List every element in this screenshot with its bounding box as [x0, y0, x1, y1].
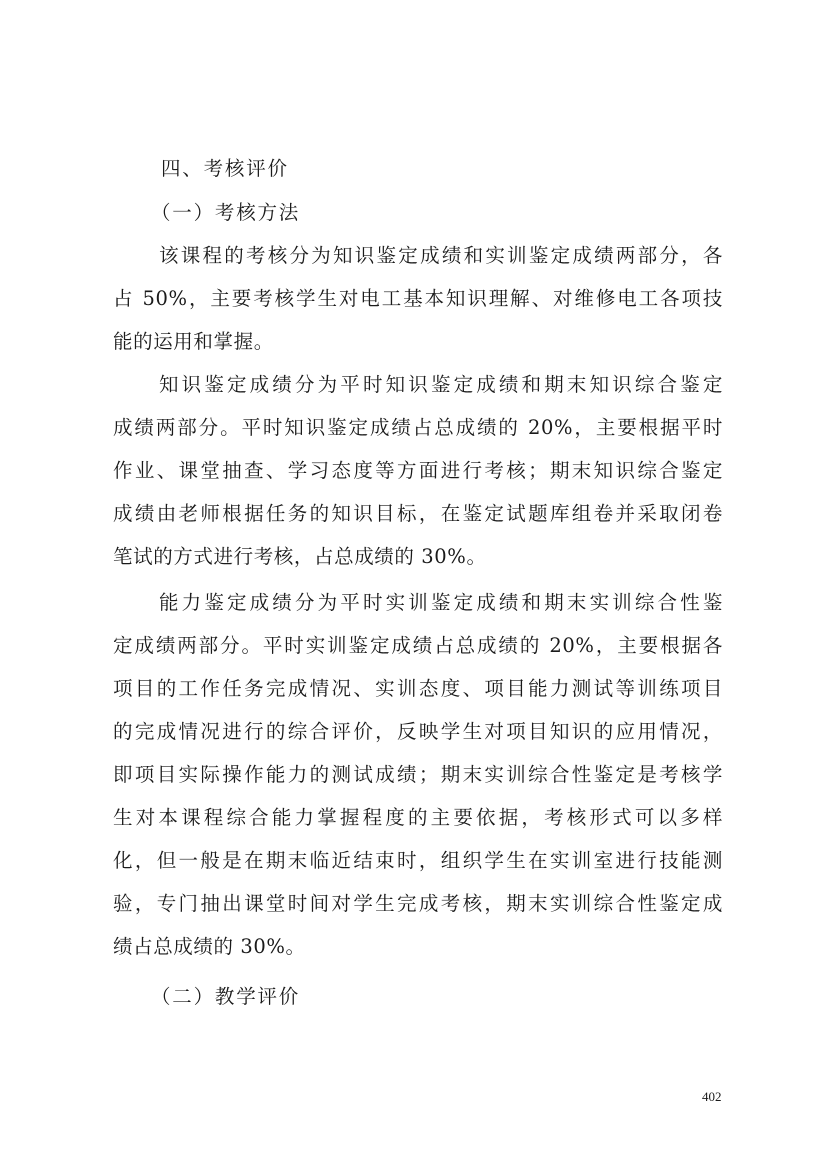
paragraph-3-line-4: 的完成情况进行的综合评价，反映学生对项目知识的应用情况， [113, 720, 723, 743]
paragraph-1-line-2: 占 50%，主要考核学生对电工基本知识理解、对维修电工各项技 [113, 287, 723, 310]
paragraph-3-line-7: 化，但一般是在期末临近结束时，组织学生在实训室进行技能测 [113, 849, 723, 872]
paragraph-3-line-6: 生对本课程综合能力掌握程度的主要依据，考核形式可以多样 [113, 806, 723, 829]
paragraph-3-line-1: 能力鉴定成绩分为平时实训鉴定成绩和期末实训综合性鉴 [159, 591, 723, 614]
paragraph-3-line-3: 项目的工作任务完成情况、实训态度、项目能力测试等训练项目 [113, 677, 723, 700]
paragraph-3-line-9: 绩占总成绩的 30%。 [113, 935, 306, 958]
paragraph-2-line-1: 知识鉴定成绩分为平时知识鉴定成绩和期末知识综合鉴定 [159, 373, 723, 396]
paragraph-2-line-4: 成绩由老师根据任务的知识目标，在鉴定试题库组卷并采取闭卷 [113, 502, 723, 525]
paragraph-3-line-8: 验，专门抽出课堂时间对学生完成考核，期末实训综合性鉴定成 [113, 892, 723, 915]
paragraph-2-line-5: 笔试的方式进行考核，占总成绩的 30%。 [113, 545, 487, 568]
section-heading: 四、考核评价 [161, 157, 289, 180]
subsection-heading-evaluation: （二）教学评价 [151, 985, 301, 1008]
paragraph-3-line-2: 定成绩两部分。平时实训鉴定成绩占总成绩的 20%，主要根据各 [113, 634, 723, 657]
paragraph-2-line-2: 成绩两部分。平时知识鉴定成绩占总成绩的 20%，主要根据平时 [113, 416, 723, 439]
paragraph-1-line-3: 能的运用和掌握。 [113, 330, 274, 353]
paragraph-3-line-5: 即项目实际操作能力的测试成绩；期末实训综合性鉴定是考核学 [113, 763, 723, 786]
subsection-heading-method: （一）考核方法 [151, 201, 301, 224]
paragraph-1-line-1: 该课程的考核分为知识鉴定成绩和实训鉴定成绩两部分，各 [159, 244, 723, 267]
page-number: 402 [702, 1089, 722, 1104]
paragraph-2-line-3: 作业、课堂抽查、学习态度等方面进行考核；期末知识综合鉴定 [113, 459, 723, 482]
